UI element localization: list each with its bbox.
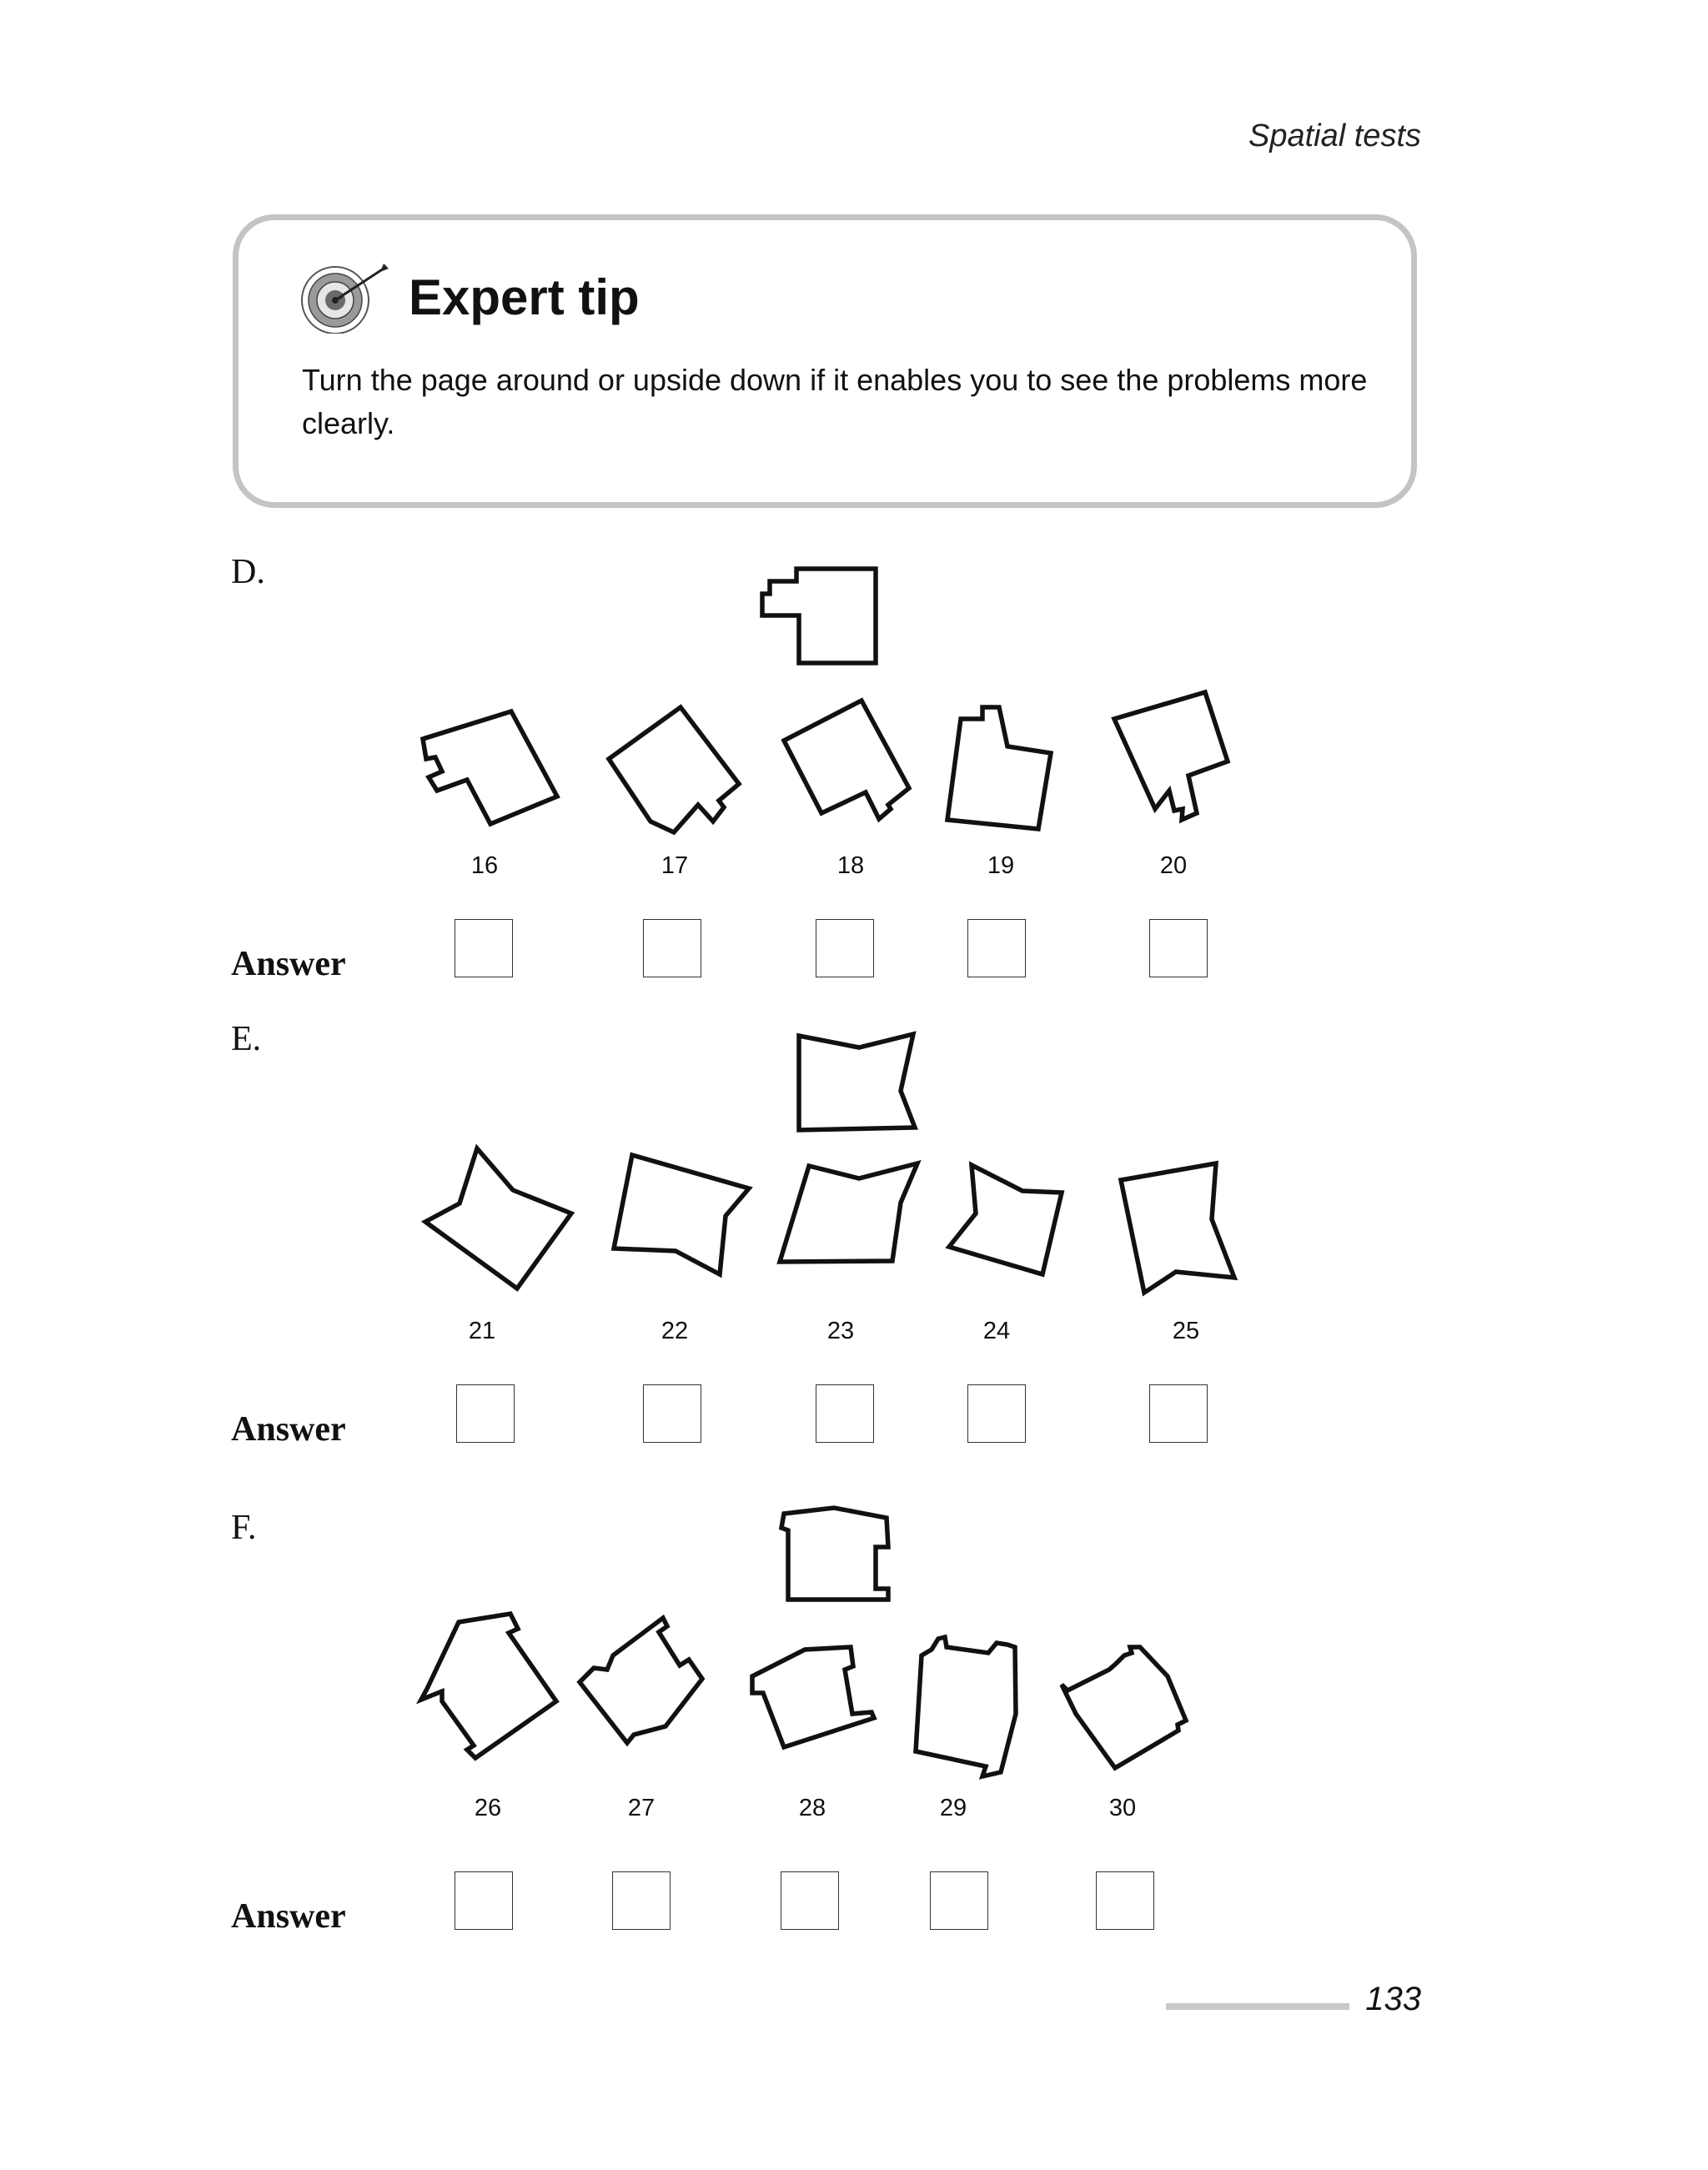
option-number: 30 [1108,1795,1137,1821]
tip-title: Expert tip [409,269,640,325]
section-e-label: E. [231,1020,262,1058]
option-number: 20 [1159,852,1188,879]
running-header: Spatial tests [1248,118,1421,153]
option-number: 26 [474,1795,502,1821]
section-d-label: D. [231,553,265,591]
f-target-shape [781,1508,888,1600]
f-option-28 [752,1647,874,1747]
d-option-17 [609,707,739,832]
option-number: 18 [836,852,865,879]
e-option-22 [614,1155,749,1274]
option-number: 22 [661,1318,689,1344]
option-number: 17 [661,852,689,879]
option-number: 23 [826,1318,855,1344]
e-option-23 [780,1163,917,1262]
f-option-29 [916,1637,1016,1776]
d-target-shape [762,569,876,663]
page-number: 133 [1365,1981,1421,2017]
f-option-30 [1062,1647,1186,1768]
answer-label: Answer [231,1410,346,1449]
f-option-27 [580,1618,702,1743]
f-option-26 [421,1614,556,1758]
option-number: 21 [468,1318,496,1344]
e-option-21 [425,1148,571,1288]
option-number: 16 [470,852,499,879]
e-target-shape [799,1034,915,1130]
option-number: 24 [982,1318,1011,1344]
e-option-24 [949,1165,1062,1274]
option-number: 27 [627,1795,656,1821]
option-number: 29 [939,1795,967,1821]
option-number: 28 [798,1795,826,1821]
d-option-18 [784,701,909,819]
d-option-16 [423,711,557,824]
footer-rule [1166,2003,1349,2010]
answer-label: Answer [231,945,346,983]
answer-label: Answer [231,1897,346,1936]
e-option-25 [1121,1163,1234,1293]
option-number: 25 [1172,1318,1200,1344]
d-option-19 [947,707,1051,829]
option-number: 19 [987,852,1015,879]
tip-body: Turn the page around or upside down if it enables you to see the problems more clearly. [302,363,1368,440]
d-option-20 [1114,692,1228,820]
section-f-label: F. [231,1509,257,1547]
